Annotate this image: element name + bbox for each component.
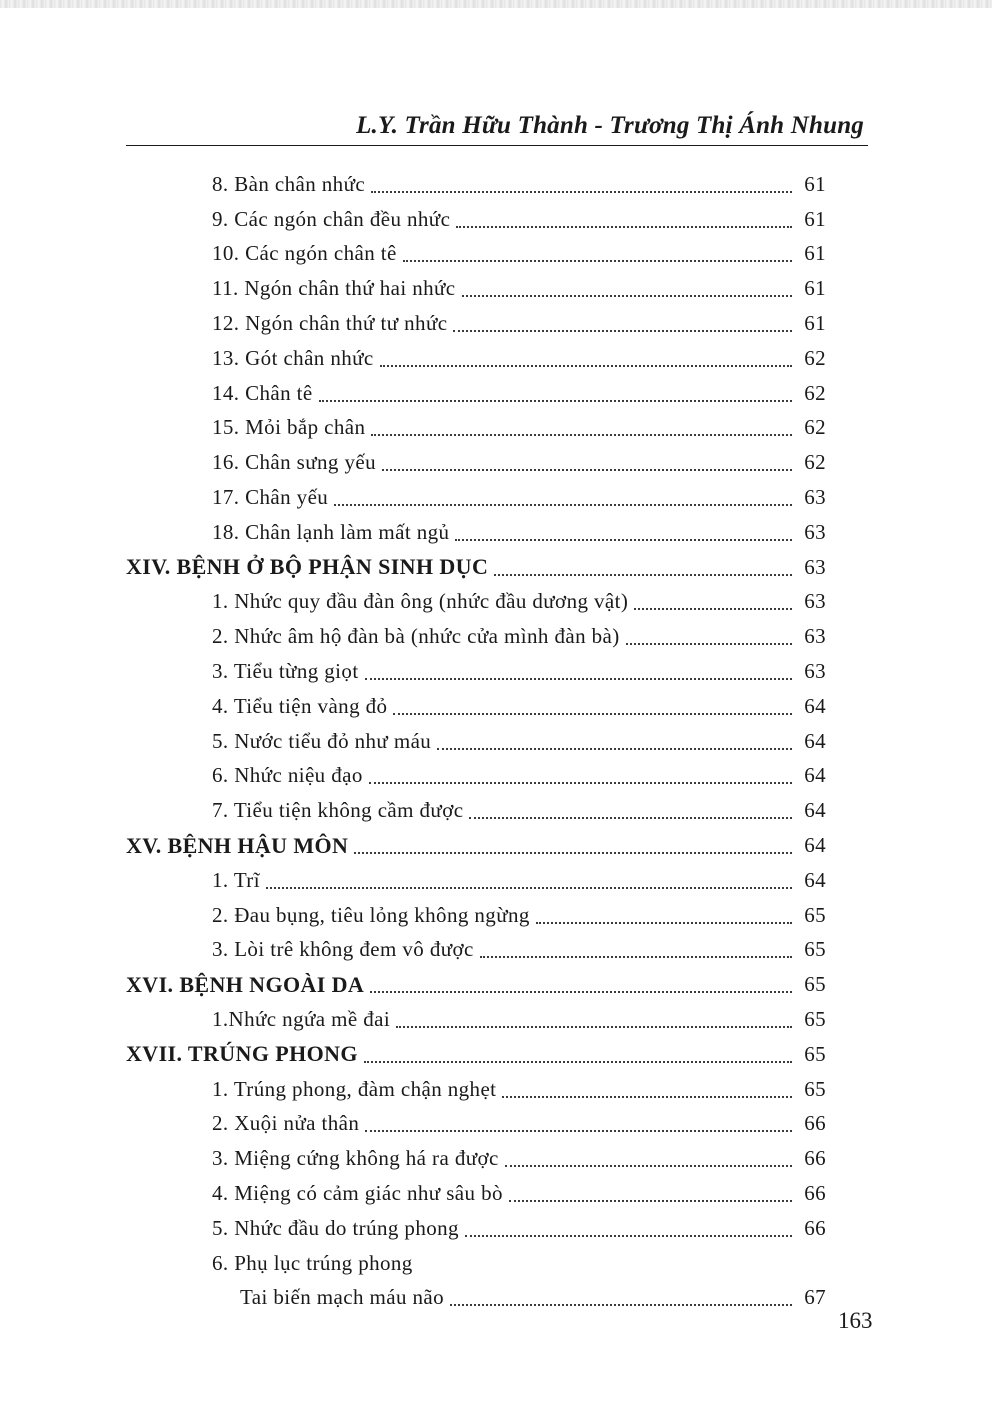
toc-dot-leader xyxy=(469,816,792,819)
toc-entry-label: 12. Ngón chân thứ tư nhức xyxy=(212,311,448,336)
toc-entry xyxy=(126,411,826,446)
toc-entry-page: 63 xyxy=(804,554,826,579)
toc-dot-leader xyxy=(365,677,792,680)
table-of-contents xyxy=(126,167,826,1315)
toc-entry-label: 18. Chân lạnh làm mất ngủ xyxy=(212,519,450,544)
toc-entry-label: 2. Nhức âm hộ đàn bà (nhức cửa mình đàn bà) xyxy=(212,624,620,649)
toc-entry-page: 61 xyxy=(804,311,826,336)
toc-entry-page: 65 xyxy=(804,1041,826,1066)
toc-entry-page: 61 xyxy=(804,241,826,266)
toc-entry xyxy=(126,1072,826,1107)
toc-dot-leader xyxy=(634,607,792,610)
toc-entry-label: XVI. BỆNH NGOÀI DA xyxy=(126,971,365,997)
toc-entry-label: 3. Miệng cứng không há ra được xyxy=(212,1146,499,1171)
toc-entry-label: XV. BỆNH HẬU MÔN xyxy=(126,832,349,858)
toc-entry-label: XVII. TRÚNG PHONG xyxy=(126,1041,358,1067)
toc-entry-page: 62 xyxy=(804,415,826,440)
toc-entry xyxy=(126,480,826,515)
toc-entry-page: 63 xyxy=(804,485,826,510)
toc-entry xyxy=(126,793,826,828)
toc-dot-leader xyxy=(382,468,792,471)
toc-entry xyxy=(126,654,826,689)
toc-entry-label: 16. Chân sưng yếu xyxy=(212,450,377,475)
toc-dot-leader xyxy=(266,886,792,889)
toc-entry-label: 2. Đau bụng, tiêu lỏng không ngừng xyxy=(212,902,530,927)
toc-entry-label: Tai biến mạch máu não xyxy=(240,1285,445,1310)
toc-entry-page: 65 xyxy=(804,1076,826,1101)
toc-entry-page: 63 xyxy=(804,659,826,684)
toc-entry-page: 66 xyxy=(804,1146,826,1171)
toc-entry-label: 6. Nhức niệu đạo xyxy=(212,763,363,788)
toc-entry-page: 64 xyxy=(804,728,826,753)
toc-dot-leader xyxy=(370,990,792,993)
toc-entry-label: 4. Tiểu tiện vàng đỏ xyxy=(212,693,388,718)
toc-entry xyxy=(126,1281,826,1316)
toc-entry-page: 64 xyxy=(804,833,826,858)
toc-entry-label: 1. Trúng phong, đàm chận nghẹt xyxy=(212,1076,497,1101)
scan-top-edge xyxy=(0,0,992,8)
toc-dot-leader xyxy=(453,329,792,332)
toc-dot-leader xyxy=(369,781,792,784)
toc-dot-leader xyxy=(403,259,792,262)
toc-entry-label: 17. Chân yếu xyxy=(212,485,329,510)
toc-entry xyxy=(126,1176,826,1211)
toc-entry-page: 64 xyxy=(804,763,826,788)
toc-entry-label: 13. Gót chân nhức xyxy=(212,345,374,370)
toc-entry-label: 10. Các ngón chân tê xyxy=(212,241,397,266)
toc-entry-page: 67 xyxy=(804,1285,826,1310)
toc-dot-leader xyxy=(334,503,792,506)
toc-entry-page: 66 xyxy=(804,1111,826,1136)
toc-dot-leader xyxy=(502,1095,792,1098)
toc-entry-page: 63 xyxy=(804,624,826,649)
toc-entry-label: 7. Tiểu tiện không cầm được xyxy=(212,798,464,823)
toc-entry-page: 66 xyxy=(804,1215,826,1240)
toc-entry-page: 64 xyxy=(804,798,826,823)
toc-dot-leader xyxy=(380,364,792,367)
toc-entry-page: 65 xyxy=(804,972,826,997)
toc-entry-label: XIV. BỆNH Ở BỘ PHẬN SINH DỤC xyxy=(126,554,489,580)
toc-section-heading xyxy=(126,967,826,1002)
toc-entry xyxy=(126,515,826,550)
toc-entry-label: 5. Nước tiểu đỏ như máu xyxy=(212,728,432,753)
toc-entry-label: 1.Nhức ngứa mề đai xyxy=(212,1007,391,1032)
toc-entry-page: 65 xyxy=(804,1007,826,1032)
toc-dot-leader xyxy=(494,573,792,576)
toc-entry xyxy=(126,306,826,341)
toc-dot-leader xyxy=(354,851,792,854)
toc-entry xyxy=(126,585,826,620)
toc-entry xyxy=(126,1107,826,1142)
toc-entry xyxy=(126,759,826,794)
toc-entry-label: 1. Trĩ xyxy=(212,867,260,892)
toc-entry xyxy=(126,1002,826,1037)
toc-entry-page: 64 xyxy=(804,867,826,892)
toc-dot-leader xyxy=(509,1199,792,1202)
toc-dot-leader xyxy=(371,190,792,193)
toc-entry xyxy=(126,724,826,759)
toc-entry-label: 14. Chân tê xyxy=(212,380,313,405)
toc-dot-leader xyxy=(536,921,792,924)
toc-dot-leader xyxy=(371,433,792,436)
toc-entry xyxy=(126,898,826,933)
toc-entry xyxy=(126,933,826,968)
page-number: 163 xyxy=(838,1308,873,1333)
toc-dot-leader xyxy=(480,955,792,958)
toc-entry-page: 62 xyxy=(804,450,826,475)
toc-entry xyxy=(126,1211,826,1246)
toc-dot-leader xyxy=(455,538,792,541)
running-header xyxy=(126,106,868,146)
toc-dot-leader xyxy=(364,1060,792,1063)
toc-entry-label: 5. Nhức đầu do trúng phong xyxy=(212,1215,459,1240)
toc-entry xyxy=(126,1141,826,1176)
toc-entry-page: 61 xyxy=(804,276,826,301)
toc-entry-page: 65 xyxy=(804,902,826,927)
toc-entry-label: 9. Các ngón chân đều nhức xyxy=(212,206,451,231)
toc-entry-page: 61 xyxy=(804,171,826,196)
toc-dot-leader xyxy=(396,1025,792,1028)
toc-dot-leader xyxy=(626,642,792,645)
toc-entry xyxy=(126,167,826,202)
toc-section-heading xyxy=(126,550,826,585)
toc-entry-label: 3. Tiểu từng giọt xyxy=(212,659,359,684)
toc-dot-leader xyxy=(450,1303,792,1306)
toc-dot-leader xyxy=(365,1129,792,1132)
toc-entry-page: 62 xyxy=(804,380,826,405)
toc-entry-label: 11. Ngón chân thứ hai nhức xyxy=(212,276,456,301)
header-authors: L.Y. Trần Hữu Thành - Trương Thị Ánh Nhung xyxy=(356,112,864,139)
toc-dot-leader xyxy=(505,1164,792,1167)
toc-entry xyxy=(126,202,826,237)
toc-entry-page: 65 xyxy=(804,937,826,962)
toc-entry-page: 62 xyxy=(804,345,826,370)
toc-entry-label: 1. Nhức quy đầu đàn ông (nhức đầu dương vật) xyxy=(212,589,629,614)
toc-entry xyxy=(126,1246,826,1281)
toc-dot-leader xyxy=(393,712,792,715)
toc-entry-page: 61 xyxy=(804,206,826,231)
toc-entry xyxy=(126,619,826,654)
toc-entry xyxy=(126,341,826,376)
toc-dot-leader xyxy=(456,225,792,228)
toc-entry-label: 15. Mỏi bắp chân xyxy=(212,415,366,440)
toc-entry xyxy=(126,445,826,480)
toc-entry-page: 63 xyxy=(804,519,826,544)
toc-entry-label: 8. Bàn chân nhức xyxy=(212,171,366,196)
toc-entry-label: 4. Miệng có cảm giác như sâu bò xyxy=(212,1181,503,1205)
toc-dot-leader xyxy=(465,1234,792,1237)
toc-dot-leader xyxy=(462,294,792,297)
toc-dot-leader xyxy=(437,747,792,750)
toc-dot-leader xyxy=(319,399,792,402)
toc-entry xyxy=(126,376,826,411)
toc-entry-label: 2. Xuội nửa thân xyxy=(212,1111,360,1136)
toc-entry-page: 64 xyxy=(804,693,826,718)
toc-entry-page: 66 xyxy=(804,1181,826,1205)
toc-entry xyxy=(126,271,826,306)
toc-entry xyxy=(126,863,826,898)
toc-entry xyxy=(126,689,826,724)
toc-section-heading xyxy=(126,1037,826,1072)
toc-entry xyxy=(126,237,826,272)
toc-entry-label: 6. Phụ lục trúng phong xyxy=(212,1250,413,1275)
toc-entry-label: 3. Lòi trê không đem vô được xyxy=(212,937,474,962)
toc-dot-leader xyxy=(419,1271,792,1272)
toc-section-heading xyxy=(126,828,826,863)
toc-entry-page: 63 xyxy=(804,589,826,614)
header-rule xyxy=(126,145,868,147)
